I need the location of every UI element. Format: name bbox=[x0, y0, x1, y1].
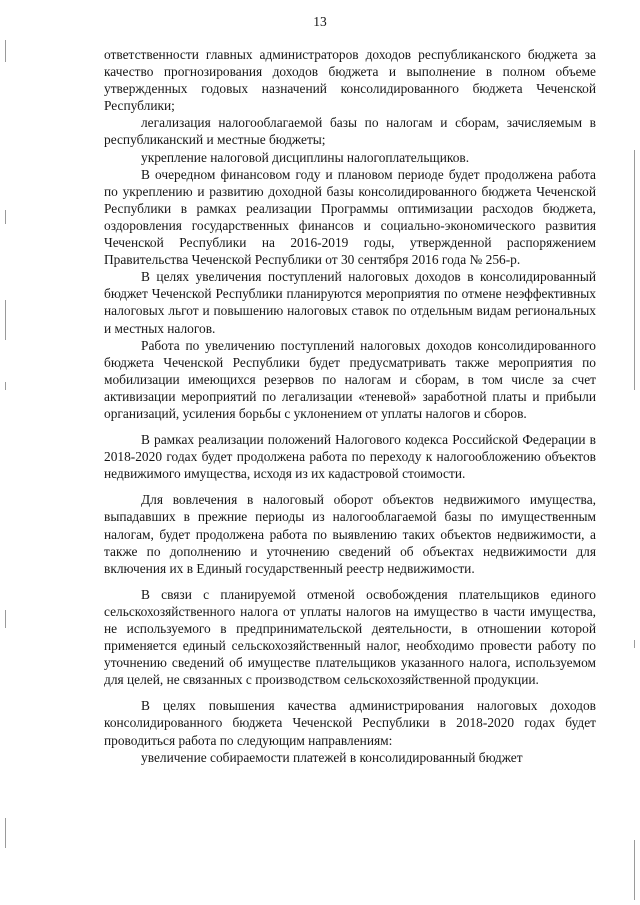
paragraph: В очередном финансовом году и плановом периоде будет продолжена работа по укреплению и развитию доходной базы консолидированного бюджета Чеченской Республики в рамках реализации Программы оптимизации расходов бюджета, оздоровления государственных финансов и социально-экономического развития Чеченской Республики на 2016-2019 годы, утвержденной распоряжением Правительства Чеченской Республики от 30 сентября 2016 года № 256-р. bbox=[104, 166, 596, 268]
scan-mark bbox=[5, 818, 6, 848]
scan-mark bbox=[5, 210, 6, 224]
paragraph: увеличение собираемости платежей в консолидированный бюджет bbox=[141, 749, 523, 765]
scan-mark bbox=[5, 382, 6, 390]
body-text bbox=[104, 46, 596, 766]
scan-mark bbox=[5, 300, 6, 340]
scan-mark bbox=[5, 610, 6, 628]
paragraph: В целях увеличения поступлений налоговых доходов в консолидированный бюджет Чеченской Республики планируются мероприятия по отмене неэффективных налоговых льгот и повышению налоговых ставок по отдельным видам региональных и местных налогов. bbox=[104, 269, 596, 336]
scan-edge-marks-right bbox=[633, 0, 637, 905]
paragraph: Для вовлечения в налоговый оборот объектов недвижимого имущества, выпадавших в прежние периоды из налогооблагаемой базы по имущественным налогам, будет продолжена работа по выявлению таких объектов недвижимости, а также по дополнению и уточнению сведений об объектах недвижимости для включения их в Единый государственный реестр недвижимости. bbox=[104, 492, 596, 576]
paragraph: В связи с планируемой отменой освобождения плательщиков единого сельскохозяйственного налога от уплаты налогов на имущество в части имущества, не используемого в предпринимательской деятельности, в отношении которой применяется единый сельскохозяйственный налог, необходимо провести работу по уточнению сведений об имуществе плательщиков указанного налога, используемом для целей, не связанных с производством сельскохозяйственной продукции. bbox=[104, 586, 596, 688]
scan-mark bbox=[5, 40, 6, 62]
scan-mark bbox=[634, 150, 635, 390]
page-number: 13 bbox=[313, 14, 327, 29]
paragraph: Работа по увеличению поступлений налоговых доходов консолидированного бюджета Чеченской Республики будет предусматривать также мероприятия по мобилизации имеющихся резервов по налогам и сборам, в том числе за счет активизации мероприятий по легализации «теневой» заработной платы и прибыли организаций, усиления борьбы с уклонением от уплаты налогов и сборов. bbox=[104, 337, 596, 421]
paragraph: В целях повышения качества администрирования налоговых доходов консолидированного бюджета Чеченской Республики в 2018-2020 годах будет проводиться работа по следующим направлениям: bbox=[104, 698, 596, 748]
paragraph: укрепление налоговой дисциплины налогоплательщиков. bbox=[141, 149, 470, 165]
paragraph: легализация налогооблагаемой базы по налогам и сборам, зачисляемым в республиканский и местные бюджеты; bbox=[104, 115, 596, 148]
paragraph: ответственности главных администраторов доходов республиканского бюджета за качество прогнозирования доходов бюджета и выполнение в полном объеме утвержденных годовых назначений консолидированного бюджета Чеченской Республики; bbox=[104, 47, 596, 114]
scan-mark bbox=[634, 640, 635, 648]
paragraph: В рамках реализации положений Налогового кодекса Российской Федерации в 2018-2020 годах будет продолжена работа по переходу к налогообложению объектов недвижимого имущества, исходя из их кадастровой стоимости. bbox=[104, 432, 596, 482]
scan-mark bbox=[634, 840, 635, 900]
scan-edge-marks-left bbox=[4, 0, 8, 905]
